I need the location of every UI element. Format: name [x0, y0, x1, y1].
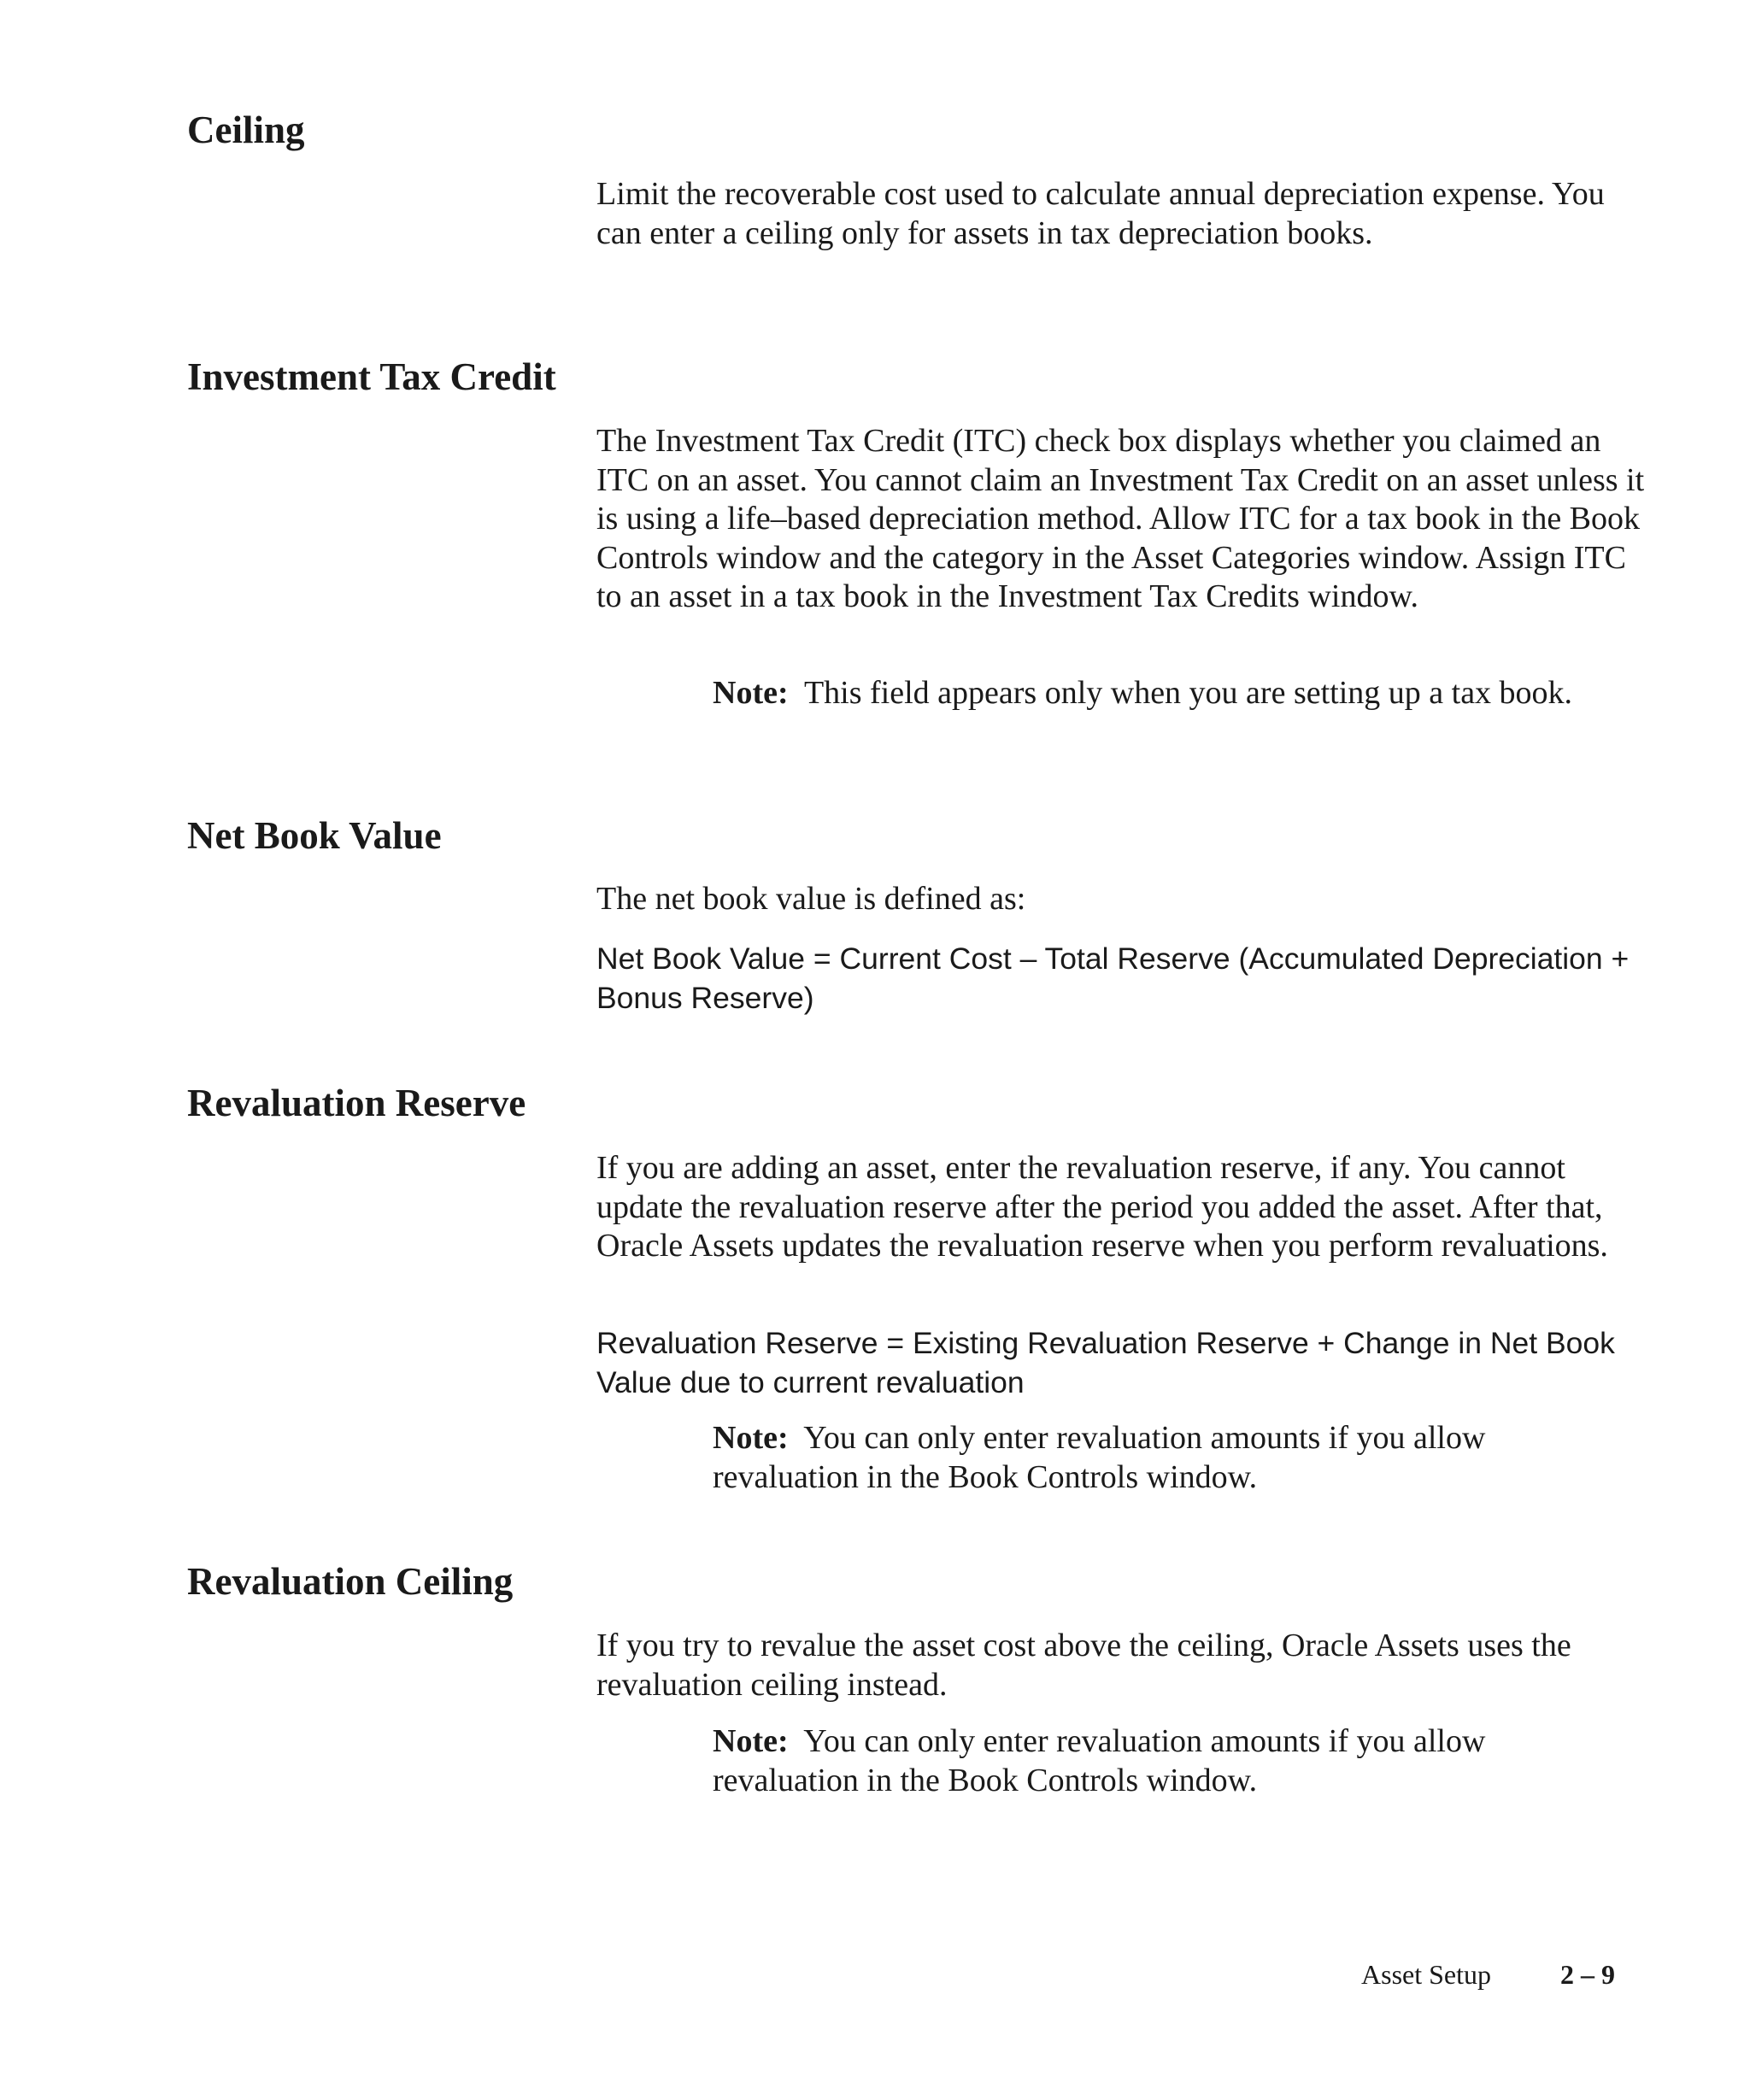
section-heading-revaluation-ceiling: Revaluation Ceiling — [187, 1560, 514, 1603]
ceiling-description: Limit the recoverable cost used to calculate annual depreciation expense. You can enter a ceiling only for assets in tax depreciation books. — [596, 176, 1605, 251]
net-book-value-description: The net book value is defined as: — [596, 881, 1026, 917]
revaluation-ceiling-description: If you try to revalue the asset cost above the ceiling, Oracle Assets uses the revaluation ceiling instead. — [596, 1628, 1571, 1703]
section-heading-ceiling: Ceiling — [187, 109, 305, 151]
section-heading-revaluation-reserve: Revaluation Reserve — [187, 1082, 526, 1124]
section-heading-net-book-value: Net Book Value — [187, 814, 442, 857]
itc-description: The Investment Tax Credit (ITC) check box displays whether you claimed an ITC on an asset. You cannot claim an Investment Tax Credit on an asset unless it is using a life–based depreciation method. Allow ITC for a tax book in the Book Controls window and the category in the Asset Categories window. Assign ITC to an asset in a tax book in the Investment Tax Credits window. — [596, 423, 1645, 614]
net-book-value-formula: Net Book Value = Current Cost – Total Reserve (Accumulated Depreciation + Bonus Reserve) — [596, 941, 1630, 1015]
revaluation-reserve-formula: Revaluation Reserve = Existing Revaluation Reserve + Change in Net Book Value due to current revaluation — [596, 1326, 1615, 1399]
footer-page-number: 2 – 9 — [1560, 1959, 1615, 1990]
footer-chapter-title: Asset Setup — [1361, 1959, 1491, 1990]
revaluation-ceiling-note — [713, 1722, 1618, 1800]
note-label: Note: — [713, 1420, 789, 1456]
note-label: Note: — [713, 1723, 789, 1759]
revaluation-reserve-description: If you are adding an asset, enter the revaluation reserve, if any. You cannot update the revaluation reserve after the period you added the asset. After that, Oracle Assets updates the revaluation reserve when you perform revaluations. — [596, 1150, 1608, 1264]
note-text: You can only enter revaluation amounts if you allow revaluation in the Book Controls window. — [713, 1420, 1486, 1495]
note-label: Note: — [713, 675, 789, 711]
note-text: You can only enter revaluation amounts if you allow revaluation in the Book Controls window. — [713, 1723, 1486, 1798]
itc-note — [713, 674, 1618, 713]
note-text: This field appears only when you are setting up a tax book. — [803, 675, 1573, 711]
section-heading-investment-tax-credit: Investment Tax Credit — [187, 355, 556, 398]
revaluation-reserve-note — [713, 1419, 1618, 1497]
